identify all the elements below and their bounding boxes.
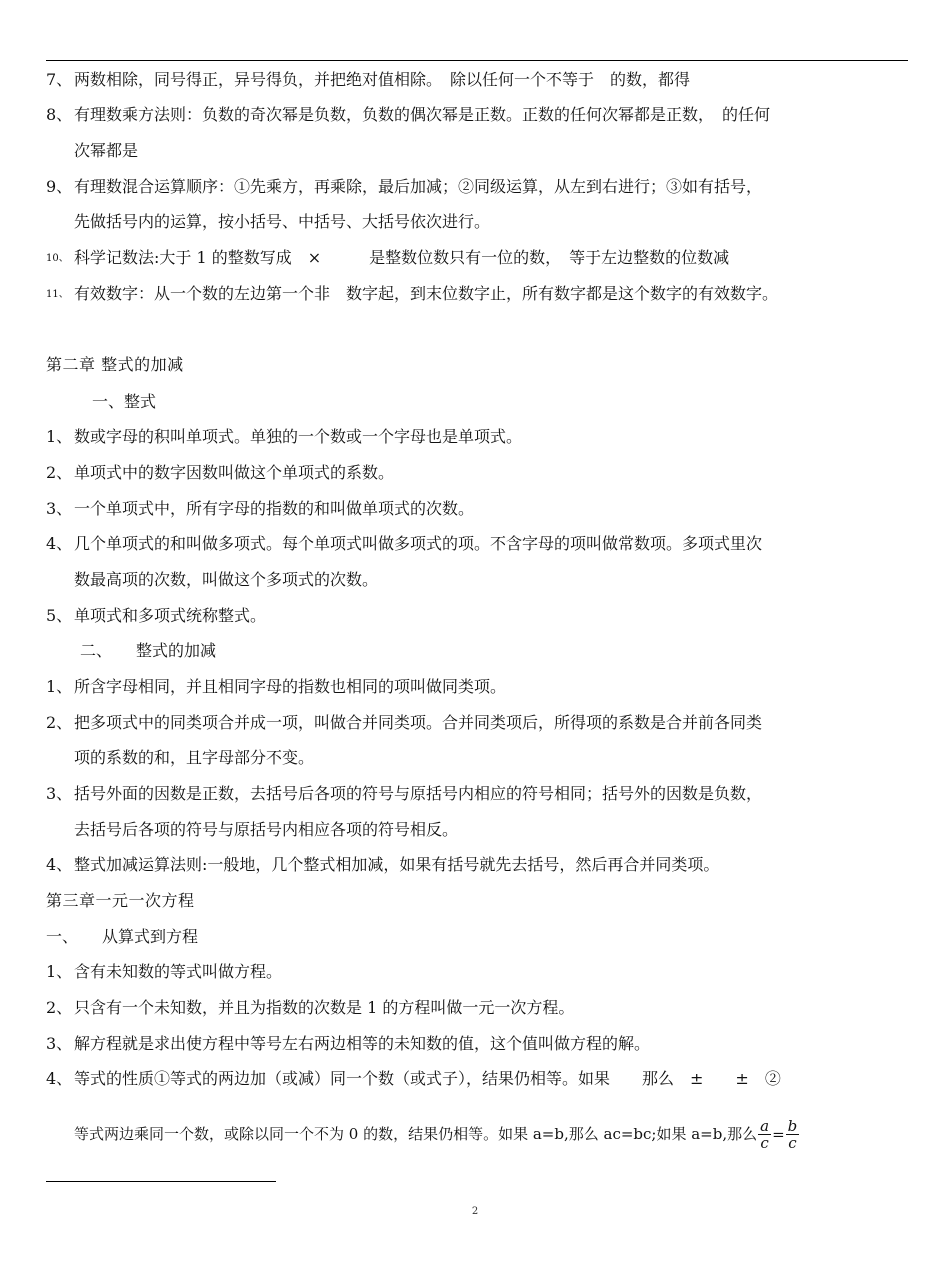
ch2-s2-item-3: 3、 括号外面的因数是正数，去括号后各项的符号与原括号内相应的符号相同；括号外的因数是负数， [46, 784, 763, 803]
ch2-s1-item-5: 5、 单项式和多项式统称整式。 [46, 606, 267, 625]
item-9: 9、 有理数混合运算顺序：①先乘方，再乘除，最后加减；②同级运算，从左到右进行；③如有括号， [46, 177, 763, 196]
fraction-a-over-c: $\frac{a}{c}$ [760, 1117, 770, 1152]
header-rule [46, 60, 908, 61]
ch2-s2-item-2: 2、 把多项式中的同类项合并成一项，叫做合并同类项。合并同类项后，所得项的系数是合并前各同类 [46, 713, 763, 732]
ch2-s1-item-1: 1、 数或字母的积叫单项式。单独的一个数或一个字母也是单项式。 [46, 427, 523, 446]
item-9-cont: 先做括号内的运算，按小括号、中括号、大括号依次进行。 [74, 212, 491, 231]
ch3-s1-item-1: 1、 含有未知数的等式叫做方程。 [46, 962, 283, 981]
ch2-s1-item-3: 3、 一个单项式中，所有字母的指数的和叫做单项式的次数。 [46, 499, 475, 518]
item-10: 10、 科学记数法:大于 1 的整数写成 × 是整数位数只有一位的数， 等于左边整数的位数减 [46, 248, 730, 267]
ch3-s1-item-3: 3、 解方程就是求出使方程中等号左右两边相等的未知数的值，这个值叫做方程的解。 [46, 1034, 651, 1053]
fraction-b-over-c: $\frac{b}{c}$ [787, 1117, 798, 1152]
chapter-2-section-1-title: 一、整式 [92, 392, 157, 411]
ch3-s1-item-4: 4、 等式的性质①等式的两边加（或减）同一个数（或式子），结果仍相等。如果 那么 ± ± ② [46, 1069, 781, 1088]
item-8: 8、 有理数乘方法则：负数的奇次幂是负数，负数的偶次幂是正数。正数的任何次幂都是正数， 的任何 [46, 105, 771, 124]
ch3-s1-item-2: 2、 只含有一个未知数，并且为指数的次数是 1 的方程叫做一元一次方程。 [46, 998, 575, 1017]
chapter-2-title: 第二章 整式的加减 [46, 355, 184, 374]
chapter-3-section-1-title: 一、 从算式到方程 [46, 927, 199, 946]
ch2-s2-item-1: 1、 所含字母相同，并且相同字母的指数也相同的项叫做同类项。 [46, 677, 507, 696]
chapter-3-title: 第三章一元一次方程 [46, 891, 195, 910]
ch3-s1-item-4-cont: 等式两边乘同一个数，或除以同一个不为 0 的数，结果仍相等。如果 a=b,那么 ac=bc;如果 a=b,那么 $\frac{a}{c}$ = $\frac{b}{c}$ [74, 1117, 798, 1152]
ch2-s1-item-2: 2、 单项式中的数字因数叫做这个单项式的系数。 [46, 463, 395, 482]
ch2-s2-item-4: 4、 整式加减运算法则:一般地，几个整式相加减，如果有括号就先去括号，然后再合并同类项。 [46, 855, 720, 874]
item-11: 11、 有效数字：从一个数的左边第一个非 数字起，到末位数字止，所有数字都是这个数字的有效数字。 [46, 284, 779, 303]
item-8-cont: 次幂都是 [74, 141, 139, 160]
ch2-s1-item-4: 4、 几个单项式的和叫做多项式。每个单项式叫做多项式的项。不含字母的项叫做常数项。多项式里次 [46, 534, 763, 553]
chapter-2-section-2-title: 二、 整式的加减 [80, 641, 217, 660]
ch2-s2-item-3-cont: 去括号后各项的符号与原括号内相应各项的符号相反。 [74, 820, 459, 839]
ch2-s2-item-2-cont: 项的系数的和，且字母部分不变。 [74, 748, 315, 767]
ch2-s1-item-4-cont: 数最高项的次数，叫做这个多项式的次数。 [74, 570, 379, 589]
footnote-rule [46, 1181, 276, 1182]
page-number: 2 [471, 1206, 479, 1217]
item-7: 7、 两数相除，同号得正，异号得负，并把绝对值相除。 除以任何一个不等于 的数，都得 [46, 70, 691, 89]
